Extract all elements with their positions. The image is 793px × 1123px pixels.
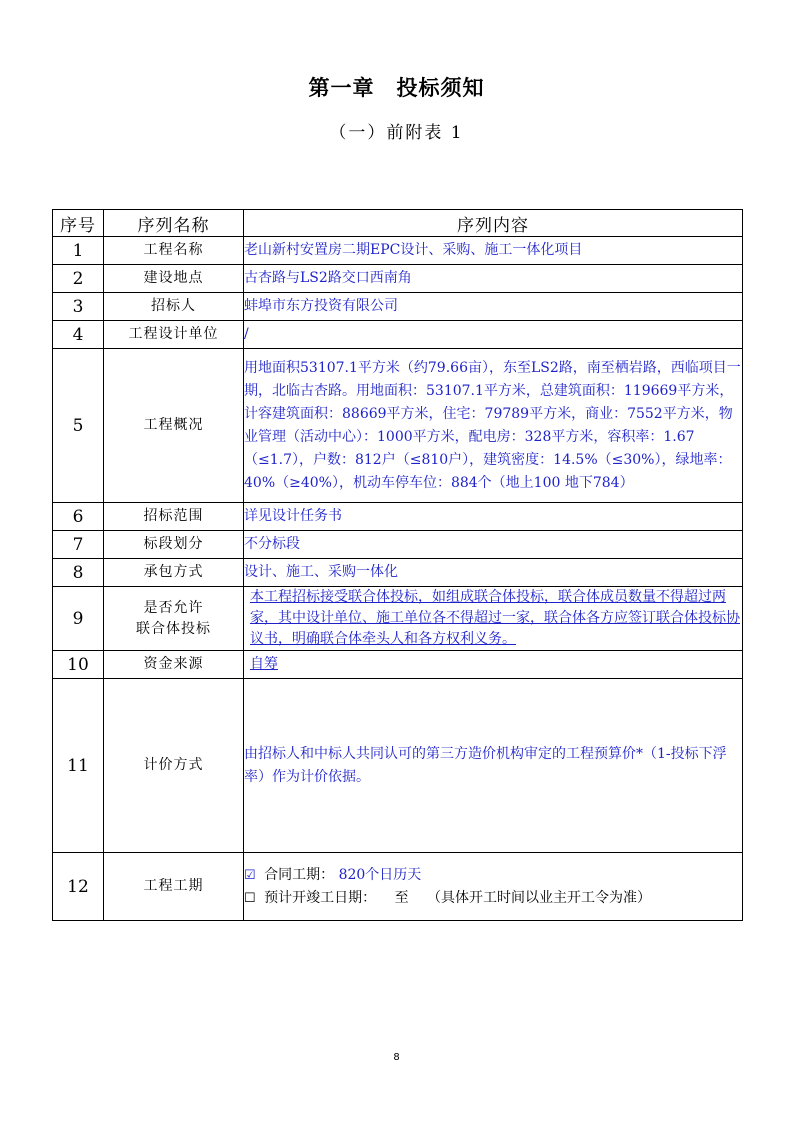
row-number: 2 — [53, 265, 104, 293]
row-number: 6 — [53, 503, 104, 531]
row-name: 招标范围 — [104, 503, 244, 531]
project-overview-value: 用地面积53107.1平方米（约79.66亩），东至LS2路，南至栖岩路，西临项目一期，北临古杏路。用地面积：53107.1平方米，总建筑面积：119669平方米，计容建筑面积：88669平方米，住宅：79789平方米，商业：7552平方米，物业管理（活动中心）：1000平方米，配电房：328平方米，容积率：1.67（≤1.7），户数：812户（≤810户），建筑密度：14.5%（≤30%），绿地率：40%（≥40%），机动车停车位：884个（地上100 地下784） — [244, 349, 743, 503]
contract-period-days: 820个日历天 — [338, 866, 422, 883]
row-name: 工程设计单位 — [104, 321, 244, 349]
bid-instructions-table — [52, 209, 743, 921]
project-name-value: 老山新村安置房二期EPC设计、采购、施工一体化项目 — [244, 237, 743, 265]
design-unit-value: / — [244, 321, 743, 349]
lot-division-value: 不分标段 — [244, 531, 743, 559]
contract-period-option — [244, 864, 742, 887]
row-number: 5 — [53, 349, 104, 503]
unchecked-checkbox-icon[interactable]: ☐ — [244, 890, 256, 906]
table-header-row — [53, 210, 743, 237]
table-row — [53, 237, 743, 265]
planned-dates-label: 预计开竣工日期： — [264, 889, 377, 906]
row-name: 建设地点 — [104, 265, 244, 293]
row-number: 4 — [53, 321, 104, 349]
table-row — [53, 293, 743, 321]
funding-source-value: 自筹 — [244, 651, 743, 679]
row-name-line2: 联合体投标 — [136, 620, 211, 637]
row-name: 招标人 — [104, 293, 244, 321]
table-row — [53, 265, 743, 293]
row-name: 工程名称 — [104, 237, 244, 265]
row-number: 9 — [53, 587, 104, 651]
row-name: 工程概况 — [104, 349, 244, 503]
checked-checkbox-icon[interactable]: ☑ — [244, 867, 256, 883]
row-number: 1 — [53, 237, 104, 265]
location-value: 古杏路与LS2路交口西南角 — [244, 265, 743, 293]
planned-dates-option — [244, 887, 742, 910]
row-name: 资金来源 — [104, 651, 244, 679]
table-row — [53, 679, 743, 853]
header-name: 序列名称 — [104, 210, 244, 237]
row-number: 3 — [53, 293, 104, 321]
table-row — [53, 559, 743, 587]
table-row — [53, 587, 743, 651]
table-row — [53, 531, 743, 559]
row-number: 12 — [53, 853, 104, 921]
row-name: 计价方式 — [104, 679, 244, 853]
pricing-method-value: 由招标人和中标人共同认可的第三方造价机构审定的工程预算价*（1-投标下浮率）作为计价依据。 — [244, 679, 743, 853]
construction-period-value — [244, 853, 743, 921]
header-content: 序列内容 — [244, 210, 743, 237]
table-row — [53, 321, 743, 349]
planned-dates-note: （具体开工时间以业主开工令为准） — [427, 889, 652, 906]
page-number: 8 — [393, 1052, 400, 1063]
consortium-value: 本工程招标接受联合体投标，如组成联合体投标，联合体成员数量不得超过两家，其中设计单位、施工单位各不得超过一家，联合体各方应签订联合体投标协议书，明确联合体牵头人和各方权利义务。 — [244, 587, 743, 651]
contract-period-label: 合同工期： — [264, 866, 335, 883]
row-name — [104, 587, 244, 651]
bid-scope-value: 详见设计任务书 — [244, 503, 743, 531]
table-row — [53, 853, 743, 921]
header-no: 序号 — [53, 210, 104, 237]
row-name: 承包方式 — [104, 559, 244, 587]
planned-dates-to: 至 — [394, 889, 409, 906]
table-row — [53, 651, 743, 679]
row-name: 标段划分 — [104, 531, 244, 559]
row-name-line1: 是否允许 — [143, 599, 204, 616]
row-number: 11 — [53, 679, 104, 853]
row-number: 7 — [53, 531, 104, 559]
row-name: 工程工期 — [104, 853, 244, 921]
row-number: 8 — [53, 559, 104, 587]
row-number: 10 — [53, 651, 104, 679]
table-row — [53, 503, 743, 531]
tenderer-value: 蚌埠市东方投资有限公司 — [244, 293, 743, 321]
contract-mode-value: 设计、施工、采购一体化 — [244, 559, 743, 587]
table-subtitle: （一）前附表 1 — [329, 123, 464, 143]
chapter-title: 第一章 投标须知 — [308, 76, 485, 100]
table-row — [53, 349, 743, 503]
